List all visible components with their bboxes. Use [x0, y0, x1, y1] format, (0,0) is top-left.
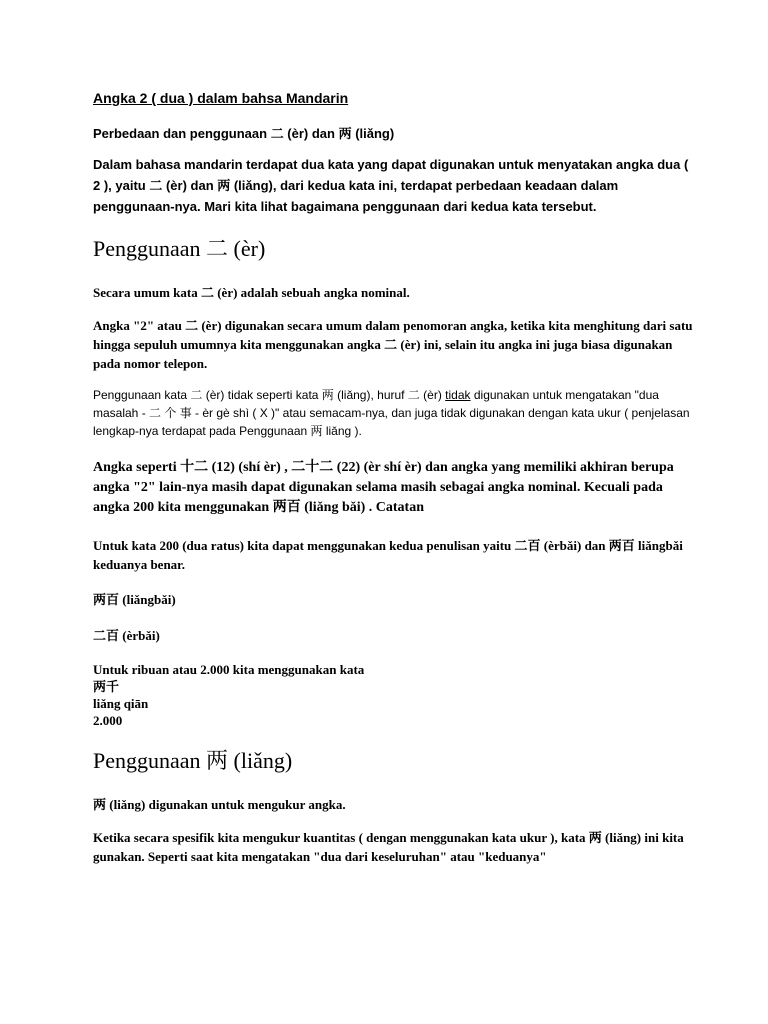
er-paragraph-1: Secara umum kata 二 (èr) adalah sebuah angka nominal. — [93, 285, 410, 300]
liang-paragraph-2: Ketika secara spesifik kita mengukur kuantitas ( dengan menggunakan kata ukur ), kata 两 (liǎng) ini kita gunakan. Seperti saat kita mengatakan "dua dari keseluruhan" atau "keduanya" — [93, 830, 684, 864]
underlined-word: tidak — [445, 388, 471, 402]
thousands-line-3: liǎng qiān — [93, 696, 149, 711]
intro-paragraph: Dalam bahasa mandarin terdapat dua kata yang dapat digunakan untuk menyatakan angka dua ( 2 ), yaitu 二 (èr) dan 两 (liǎng), dari kedua kata ini, terdapat perbedaan keadaan dalam penggunaan-nya. Mari kita lihat bagaimana penggunaan dari kedua kata tersebut. — [93, 157, 689, 214]
liang-paragraph-1: 两 (liǎng) digunakan untuk mengukur angka. — [93, 797, 346, 812]
section-heading-liang: Penggunaan 两 (liǎng) — [93, 748, 293, 773]
er-paragraph-3-after: digunakan untuk mengatakan "dua masalah - 二 个 事 - èr gè shì ( X )" atau semacam-nya, dan juga tidak digunakan dengan kata ukur ( penjelasan lengkap-nya terdapat pada Penggunaan 两 liǎng ). — [93, 388, 690, 438]
er-thousands-paragraph — [93, 661, 698, 729]
er-paragraph-4: Angka seperti 十二 (12) (shí èr) , 二十二 (22) (èr shí èr) dan angka yang memiliki akhiran berupa angka "2" lain-nya masih dapat digunakan selama masih sebagai angka nominal. Kecuali pada angka 200 kita menggunakan 两百 (liǎng bǎi) . Catatan — [93, 460, 674, 515]
section-heading-er: Penggunaan 二 (èr) — [93, 236, 266, 261]
thousands-line-2: 两千 — [93, 679, 120, 694]
er-example-erbai: 二百 (èrbǎi) — [93, 628, 160, 643]
document-subtitle: Perbedaan dan penggunaan 二 (èr) dan 两 (liǎng) — [93, 126, 395, 141]
thousands-line-1: Untuk ribuan atau 2.000 kita menggunakan kata — [93, 662, 365, 677]
thousands-line-4: 2.000 — [93, 713, 123, 728]
er-paragraph-5: Untuk kata 200 (dua ratus) kita dapat menggunakan kedua penulisan yaitu 二百 (èrbǎi) dan 两百 liǎngbǎi keduanya benar. — [93, 538, 683, 572]
er-paragraph-2: Angka "2" atau 二 (èr) digunakan secara umum dalam penomoran angka, ketika kita menghitung dari satu hingga sepuluh umumnya kita menggunakan angka 二 (èr) ini, selain itu angka ini juga biasa digunakan pada nomor telepon. — [93, 318, 693, 371]
er-example-liangbai: 两百 (liǎngbǎi) — [93, 592, 176, 607]
document-title: Angka 2 ( dua ) dalam bahsa Mandarin — [93, 90, 349, 106]
er-paragraph-3-before: Penggunaan kata 二 (èr) tidak seperti kata 两 (liǎng), huruf 二 (èr) — [93, 388, 446, 402]
er-paragraph-3 — [93, 386, 698, 440]
